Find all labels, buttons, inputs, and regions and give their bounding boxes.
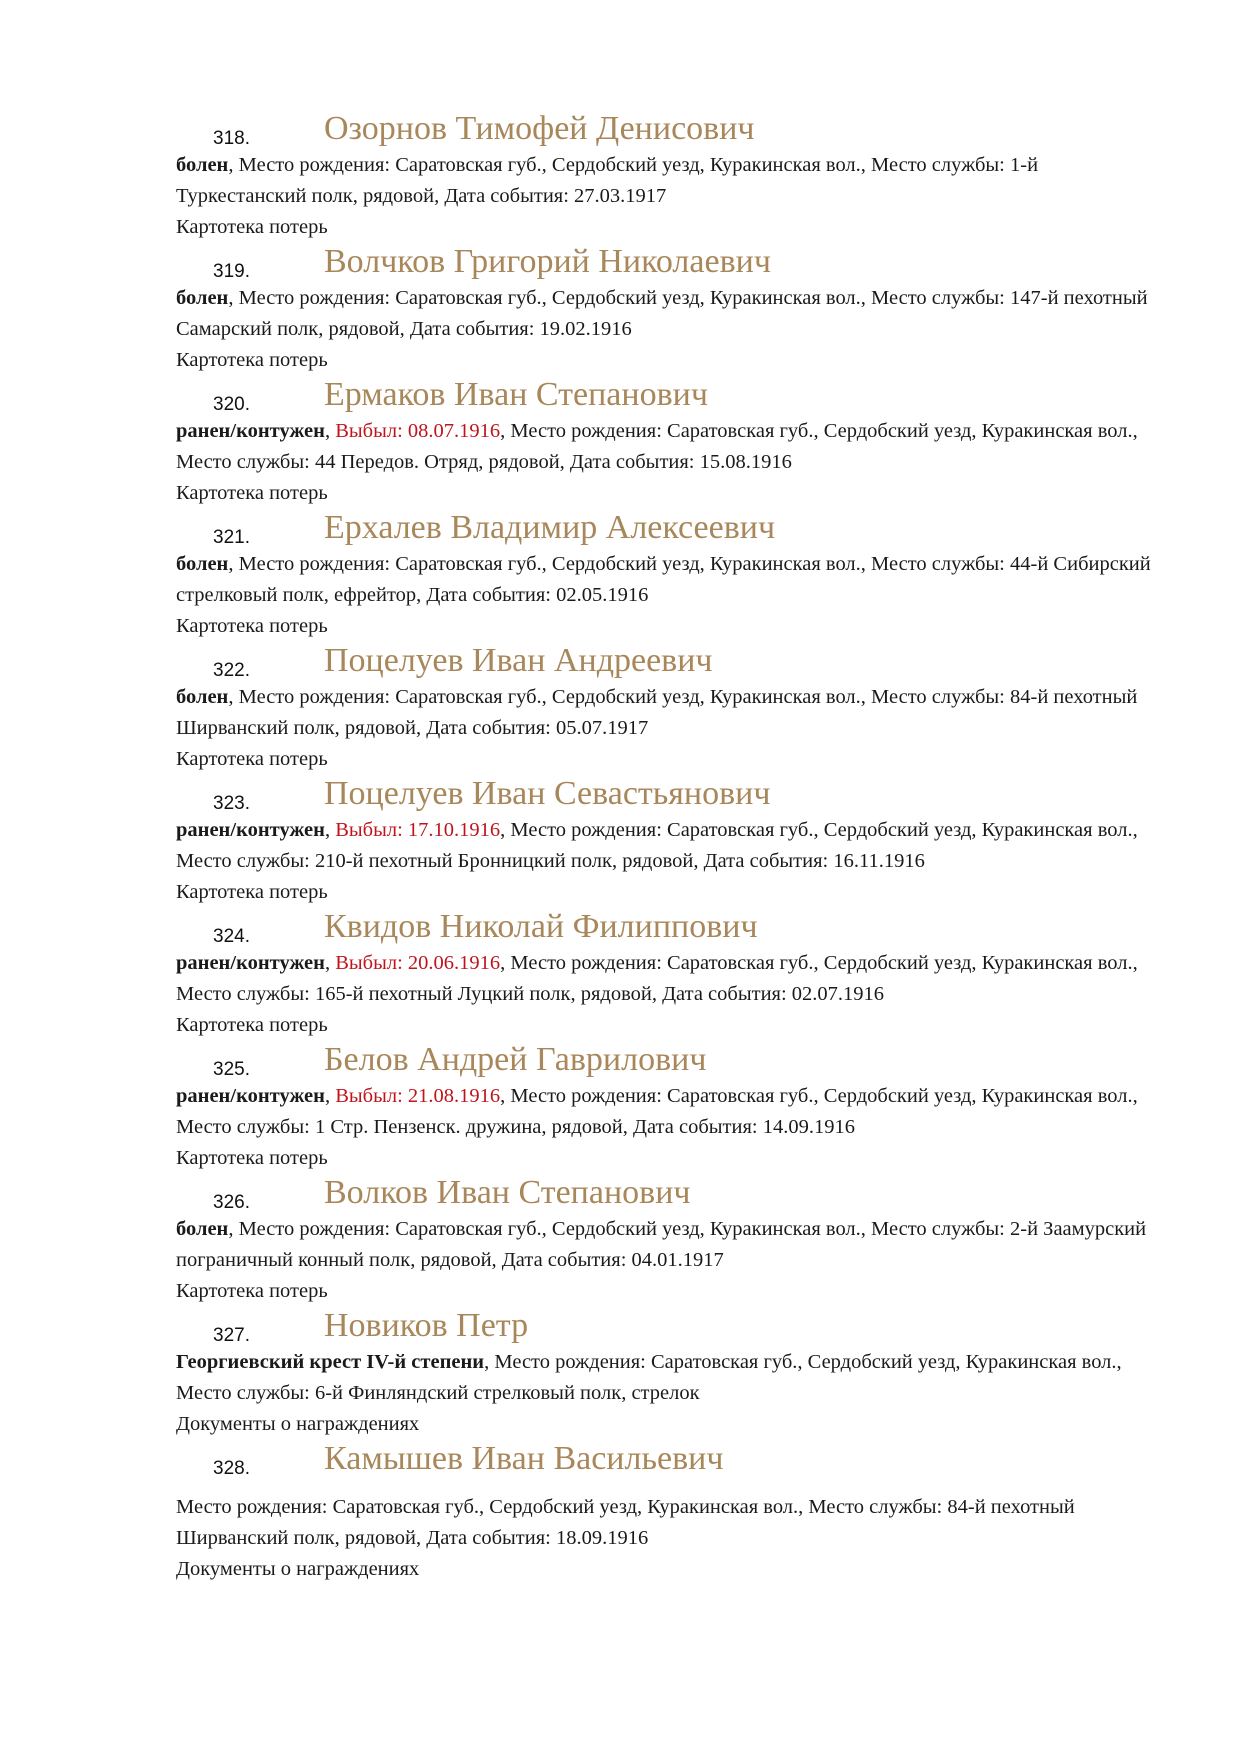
entry-heading bbox=[176, 110, 1156, 150]
list-item bbox=[176, 908, 1156, 1041]
entry-source: Картотека потерь bbox=[176, 1280, 328, 1302]
person-name: Камышев Иван Васильевич bbox=[324, 1440, 724, 1477]
list-item bbox=[176, 1174, 1156, 1307]
entry-details-text: Место рождения: Саратовская губ., Сердобский уезд, Куракинская вол., Место службы: 84-й пехотный Ширванский полк, рядовой, Дата события: 18.09.1916 bbox=[176, 1496, 1075, 1549]
entry-details: ранен/контужен, Выбыл: 17.10.1916, Место рождения: Саратовская губ., Сердобский уезд, Куракинская вол., Место службы: 210-й пехотный Бронницкий полк, рядовой, Дата события: 16.11.1916 bbox=[176, 819, 1138, 872]
entry-source: Картотека потерь bbox=[176, 349, 328, 371]
entry-details: ранен/контужен, Выбыл: 21.08.1916, Место рождения: Саратовская губ., Сердобский уезд, Куракинская вол., Место службы: 1 Стр. Пензенск. дружина, рядовой, Дата события: 14.09.1916 bbox=[176, 1085, 1138, 1138]
person-name: Поцелуев Иван Севастьянович bbox=[324, 775, 771, 812]
entry-number: 322. bbox=[213, 660, 250, 681]
entry-source: Картотека потерь bbox=[176, 748, 328, 770]
spacer bbox=[176, 1480, 1156, 1492]
entry-number: 321. bbox=[213, 527, 250, 548]
list-item bbox=[176, 110, 1156, 243]
entry-source: Картотека потерь bbox=[176, 482, 328, 504]
entry-details: болен, Место рождения: Саратовская губ., Сердобский уезд, Куракинская вол., Место службы: 1-й Туркестанский полк, рядовой, Дата события: 27.03.1917 bbox=[176, 154, 1039, 207]
entry-source: Документы о награждениях bbox=[176, 1558, 420, 1580]
entry-dropout-date: Выбыл: 21.08.1916 bbox=[335, 1085, 501, 1107]
person-name: Новиков Петр bbox=[324, 1307, 529, 1344]
entry-details-text: Место рождения: Саратовская губ., Сердобский уезд, Куракинская вол., Место службы: 147-й пехотный Самарский полк, рядовой, Дата события: 19.02.1916 bbox=[176, 287, 1148, 340]
list-item bbox=[176, 376, 1156, 509]
entry-details-text: Место рождения: Саратовская губ., Сердобский уезд, Куракинская вол., Место службы: 165-й пехотный Луцкий полк, рядовой, Дата события: 02.07.1916 bbox=[176, 952, 1138, 1005]
entry-details: Георгиевский крест IV-й степени, Место рождения: Саратовская губ., Сердобский уезд, Куракинская вол., Место службы: 6-й Финляндский стрелковый полк, стрелок bbox=[176, 1351, 1122, 1404]
entry-heading bbox=[176, 642, 1156, 682]
entry-heading bbox=[176, 1041, 1156, 1081]
person-name: Поцелуев Иван Андреевич bbox=[324, 642, 713, 679]
entry-number: 323. bbox=[213, 793, 250, 814]
entry-details-text: Место рождения: Саратовская губ., Сердобский уезд, Куракинская вол., Место службы: 44 Передов. Отряд, рядовой, Дата события: 15.08.1916 bbox=[176, 420, 1138, 473]
person-name: Волков Иван Степанович bbox=[324, 1174, 691, 1211]
entry-dropout-date: Выбыл: 17.10.1916 bbox=[335, 819, 501, 841]
entry-details-text: Место рождения: Саратовская губ., Сердобский уезд, Куракинская вол., Место службы: 2-й Заамурский пограничный конный полк, рядовой, Дата события: 04.01.1917 bbox=[176, 1218, 1147, 1271]
person-name: Ермаков Иван Степанович bbox=[324, 376, 708, 413]
entry-source: Картотека потерь bbox=[176, 881, 328, 903]
entry-number: 319. bbox=[213, 261, 250, 282]
person-name: Белов Андрей Гаврилович bbox=[324, 1041, 707, 1078]
entry-details: болен, Место рождения: Саратовская губ., Сердобский уезд, Куракинская вол., Место службы: 44-й Сибирский стрелковый полк, ефрейтор, Дата события: 02.05.1916 bbox=[176, 553, 1151, 606]
entry-status: болен bbox=[176, 287, 229, 309]
entry-source: Картотека потерь bbox=[176, 216, 328, 238]
entry-heading bbox=[176, 775, 1156, 815]
list-item bbox=[176, 1440, 1156, 1585]
entry-number: 327. bbox=[213, 1325, 250, 1346]
entry-details-text: Место рождения: Саратовская губ., Сердобский уезд, Куракинская вол., Место службы: 84-й пехотный Ширванский полк, рядовой, Дата события: 05.07.1917 bbox=[176, 686, 1138, 739]
entry-source: Картотека потерь bbox=[176, 1014, 328, 1036]
entry-details: болен, Место рождения: Саратовская губ., Сердобский уезд, Куракинская вол., Место службы: 147-й пехотный Самарский полк, рядовой, Дата события: 19.02.1916 bbox=[176, 287, 1148, 340]
entry-status: Георгиевский крест IV-й степени bbox=[176, 1351, 485, 1373]
list-item bbox=[176, 642, 1156, 775]
entry-source: Документы о награждениях bbox=[176, 1413, 420, 1435]
list-item bbox=[176, 775, 1156, 908]
list-item bbox=[176, 1307, 1156, 1440]
list-item bbox=[176, 243, 1156, 376]
entry-number: 324. bbox=[213, 926, 250, 947]
entry-details-text: Место рождения: Саратовская губ., Сердобский уезд, Куракинская вол., Место службы: 44-й Сибирский стрелковый полк, ефрейтор, Дата события: 02.05.1916 bbox=[176, 553, 1151, 606]
entry-number: 320. bbox=[213, 394, 250, 415]
entry-status: болен bbox=[176, 154, 229, 176]
person-name: Ерхалев Владимир Алексеевич bbox=[324, 509, 776, 546]
entry-heading bbox=[176, 509, 1156, 549]
entry-heading bbox=[176, 1440, 1156, 1480]
person-name: Квидов Николай Филиппович bbox=[324, 908, 758, 945]
entry-details: болен, Место рождения: Саратовская губ., Сердобский уезд, Куракинская вол., Место службы: 84-й пехотный Ширванский полк, рядовой, Дата события: 05.07.1917 bbox=[176, 686, 1138, 739]
entry-dropout-date: Выбыл: 20.06.1916 bbox=[335, 952, 501, 974]
entry-heading bbox=[176, 376, 1156, 416]
entry-source: Картотека потерь bbox=[176, 1147, 328, 1169]
entry-status: ранен/контужен bbox=[176, 1085, 325, 1107]
person-name: Волчков Григорий Николаевич bbox=[324, 243, 771, 280]
list-item bbox=[176, 509, 1156, 642]
entry-details: болен, Место рождения: Саратовская губ., Сердобский уезд, Куракинская вол., Место службы: 2-й Заамурский пограничный конный полк, рядовой, Дата события: 04.01.1917 bbox=[176, 1218, 1147, 1271]
entry-number: 318. bbox=[213, 128, 250, 149]
entry-status: ранен/контужен bbox=[176, 420, 325, 442]
entry-heading bbox=[176, 1174, 1156, 1214]
entry-heading bbox=[176, 243, 1156, 283]
entry-number: 328. bbox=[213, 1458, 250, 1479]
entry-number: 325. bbox=[213, 1059, 250, 1080]
entry-dropout-date: Выбыл: 08.07.1916 bbox=[335, 420, 501, 442]
entry-details-text: Место рождения: Саратовская губ., Сердобский уезд, Куракинская вол., Место службы: 1 Стр. Пензенск. дружина, рядовой, Дата события: 14.09.1916 bbox=[176, 1085, 1138, 1138]
entry-number: 326. bbox=[213, 1192, 250, 1213]
entry-details-text: Место рождения: Саратовская губ., Сердобский уезд, Куракинская вол., Место службы: 1-й Туркестанский полк, рядовой, Дата события: 27.03.1917 bbox=[176, 154, 1039, 207]
entry-status: болен bbox=[176, 686, 229, 708]
entry-status: ранен/контужен bbox=[176, 819, 325, 841]
entry-status: ранен/контужен bbox=[176, 952, 325, 974]
entry-details-text: Место рождения: Саратовская губ., Сердобский уезд, Куракинская вол., Место службы: 6-й Финляндский стрелковый полк, стрелок bbox=[176, 1351, 1122, 1404]
entry-details-text: Место рождения: Саратовская губ., Сердобский уезд, Куракинская вол., Место службы: 210-й пехотный Бронницкий полк, рядовой, Дата события: 16.11.1916 bbox=[176, 819, 1138, 872]
entry-details bbox=[176, 1492, 1156, 1554]
entry-details: ранен/контужен, Выбыл: 08.07.1916, Место рождения: Саратовская губ., Сердобский уезд, Куракинская вол., Место службы: 44 Передов. Отряд, рядовой, Дата события: 15.08.1916 bbox=[176, 420, 1138, 473]
person-name: Озорнов Тимофей Денисович bbox=[324, 110, 755, 147]
entry-details: ранен/контужен, Выбыл: 20.06.1916, Место рождения: Саратовская губ., Сердобский уезд, Куракинская вол., Место службы: 165-й пехотный Луцкий полк, рядовой, Дата события: 02.07.1916 bbox=[176, 952, 1138, 1005]
list-item bbox=[176, 1041, 1156, 1174]
entry-heading bbox=[176, 1307, 1156, 1347]
entry-source: Картотека потерь bbox=[176, 615, 328, 637]
entry-status: болен bbox=[176, 1218, 229, 1240]
entry-status: болен bbox=[176, 553, 229, 575]
entry-heading bbox=[176, 908, 1156, 948]
document-page bbox=[176, 110, 1156, 1585]
